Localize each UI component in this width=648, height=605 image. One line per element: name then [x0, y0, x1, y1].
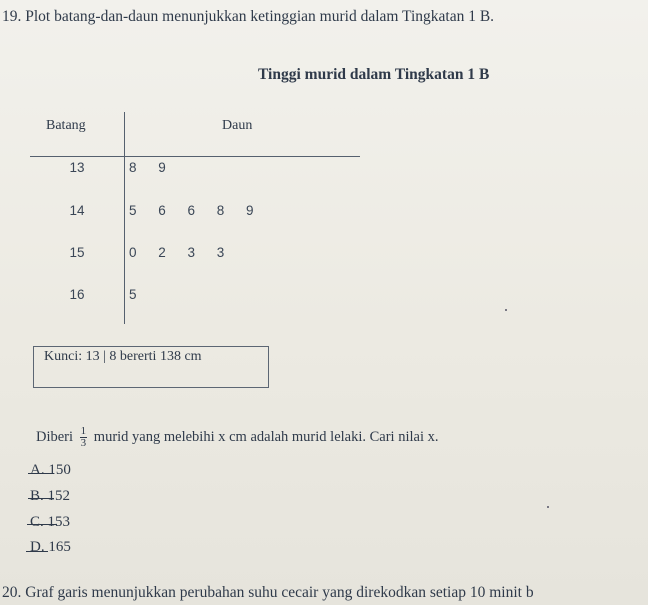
strike-mark: [26, 551, 48, 552]
option-a[interactable]: A. 150: [30, 462, 71, 478]
plot-title: Tinggi murid dalam Tingkatan 1 B: [258, 66, 490, 83]
leaf-values: 8 9: [129, 160, 175, 175]
leaf-header: Daun: [222, 118, 253, 133]
strike-mark: [28, 498, 54, 499]
stem-leaf-plot: [30, 110, 360, 325]
key-box: [33, 346, 269, 388]
stem-header: Batang: [46, 118, 86, 133]
leaf-values: 5: [129, 287, 146, 302]
given-statement: [36, 426, 438, 449]
option-d[interactable]: D. 165: [30, 539, 71, 555]
option-b[interactable]: B. 152: [30, 488, 71, 504]
fraction: [80, 426, 88, 449]
speck-mark: [547, 506, 549, 508]
question-20-text: 20. Graf garis menunjukkan perubahan suhu cecair yang direkodkan setiap 10 minit b: [2, 584, 534, 601]
stem-value: 13: [69, 160, 85, 175]
leaf-values: 5 6 6 8 9: [129, 203, 263, 218]
key-text: Kunci: 13 | 8 bererti 138 cm: [44, 349, 202, 364]
stem-divider: [124, 112, 125, 324]
given-suffix: murid yang melebihi x cm adalah murid lelaki. Cari nilai x.: [93, 428, 439, 445]
given-prefix: Diberi: [36, 428, 74, 445]
stem-value: 15: [69, 245, 85, 260]
strike-mark: [27, 524, 57, 525]
speck-mark: [505, 309, 507, 311]
question-19-text: 19. Plot batang-dan-daun menunjukkan ketinggian murid dalam Tingkatan 1 B.: [2, 8, 495, 25]
fraction-numerator: 1: [80, 425, 87, 437]
stem-value: 16: [69, 287, 85, 302]
strike-mark: [28, 473, 54, 474]
fraction-denominator: 3: [80, 437, 87, 449]
header-divider: [30, 156, 360, 157]
stem-value: 14: [69, 203, 85, 218]
leaf-values: 0 2 3 3: [129, 245, 234, 260]
option-c[interactable]: C. 153: [30, 514, 71, 530]
